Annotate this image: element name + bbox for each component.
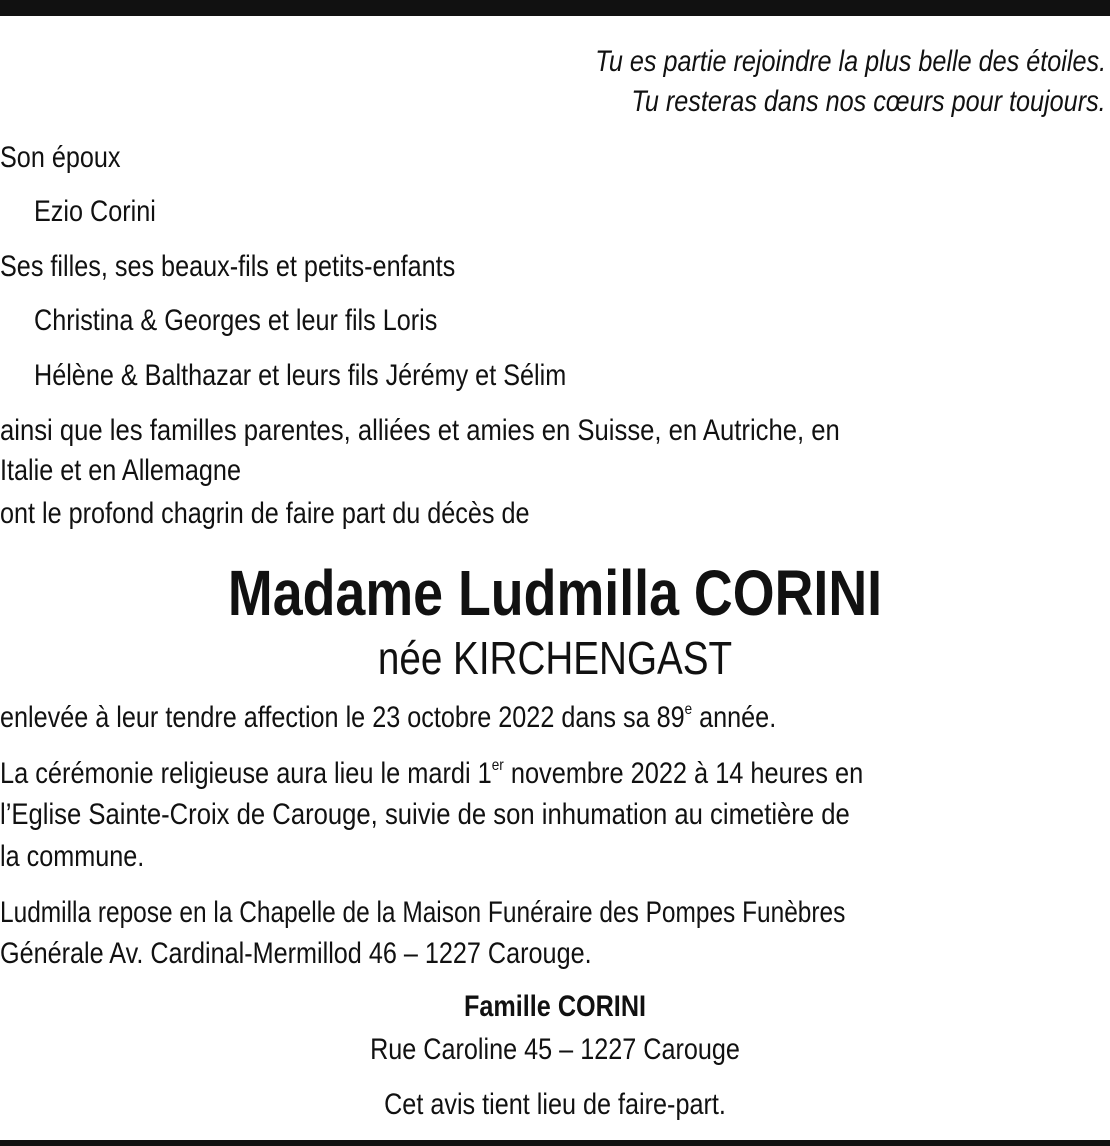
relatives-line-1: ainsi que les familles parentes, alliées et amies en Suisse, en Autriche, en (0, 414, 840, 447)
signature-address: Rue Caroline 45 – 1227 Carouge (370, 1033, 740, 1066)
signature-family: Famille CORINI (463, 990, 647, 1023)
children-heading: Ses filles, ses beaux-fils et petits-enfants (0, 250, 456, 283)
ceremony-line-3: la commune. (0, 840, 145, 873)
spouse-heading: Son époux (0, 141, 121, 174)
epigraph-line-1: Tu es partie rejoindre la plus belle des étoiles. (595, 45, 1106, 78)
repose-line-2: Générale Av. Cardinal-Mermillod 46 – 1227 Carouge. (0, 937, 592, 970)
death-notice: enlevée à leur tendre affection le 23 octobre 2022 dans sa 89e année. (0, 701, 777, 734)
ceremony-line-2: l’Eglise Sainte-Croix de Carouge, suivie de son inhumation au cimetière de (0, 798, 850, 831)
spouse-name: Ezio Corini (34, 195, 156, 228)
bottom-rule (0, 1140, 1110, 1146)
maiden-name: née KIRCHENGAST (377, 632, 733, 684)
faire-part-note: Cet avis tient lieu de faire-part. (384, 1088, 726, 1121)
top-rule (0, 0, 1110, 16)
epigraph-line-2: Tu resteras dans nos cœurs pour toujours. (631, 85, 1106, 118)
announcement: ont le profond chagrin de faire part du décès de (0, 497, 530, 530)
child-family-2: Hélène & Balthazar et leurs fils Jérémy et Sélim (34, 359, 567, 392)
relatives-line-2: Italie et en Allemagne (0, 454, 241, 487)
repose-line-1: Ludmilla repose en la Chapelle de la Maison Funéraire des Pompes Funèbres (0, 896, 846, 929)
ceremony-line-1: La cérémonie religieuse aura lieu le mardi 1er novembre 2022 à 14 heures en (0, 757, 864, 790)
child-family-1: Christina & Georges et leur fils Loris (34, 304, 438, 337)
deceased-name: Madame Ludmilla CORINI (227, 557, 883, 629)
